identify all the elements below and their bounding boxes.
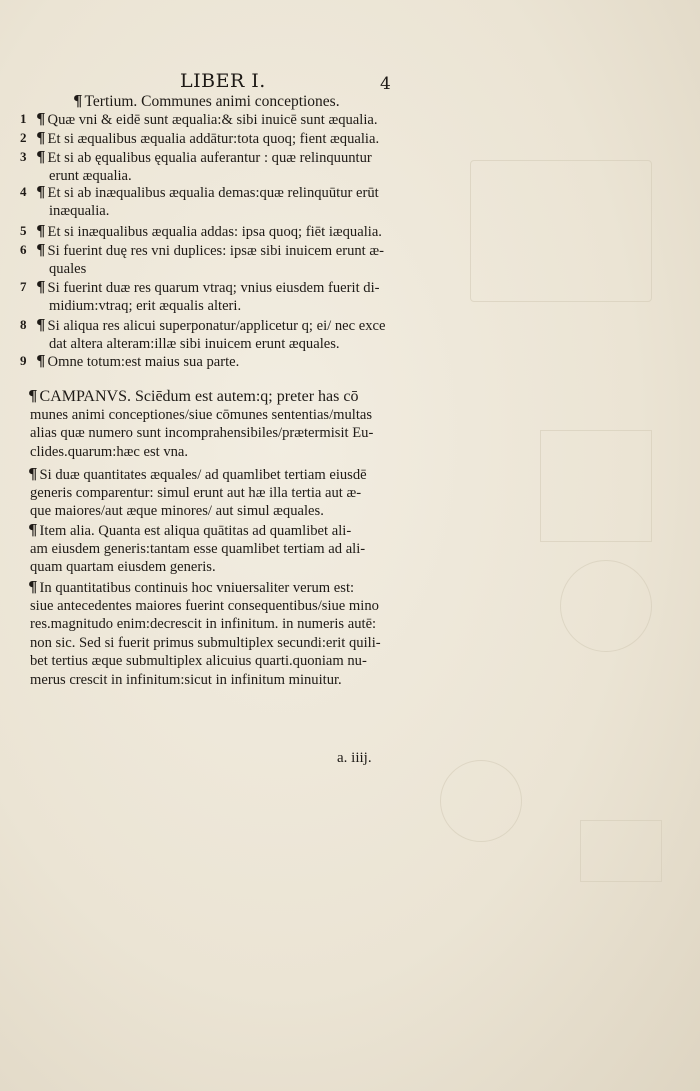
axiom-text: Et si inæqualibus æqualia addas: ipsa quoq; fiēt iæqualia. [47, 224, 382, 240]
axiom-line [49, 335, 340, 353]
axiom-number: 6 [20, 242, 27, 257]
pilcrow-icon: ¶ [36, 110, 46, 128]
axiom-number: 7 [20, 279, 27, 294]
pilcrow-icon: ¶ [36, 183, 46, 201]
show-through-figure [580, 820, 662, 882]
commentary-line [30, 540, 365, 558]
axiom-text: Omne totum:est maius sua parte. [47, 354, 240, 370]
axiom-text: Si aliqua res alicui superponatur/applicetur q; ei/ nec exce [47, 318, 386, 334]
commentary-line [30, 406, 372, 424]
show-through-figure [470, 160, 652, 302]
pilcrow-icon: ¶ [36, 148, 46, 166]
pilcrow-icon: ¶ [28, 465, 38, 483]
pilcrow-icon: ¶ [36, 316, 46, 334]
axiom-line [36, 183, 379, 202]
pilcrow-icon: ¶ [73, 92, 83, 110]
axiom-text: Si fuerint duę res vni duplices: ipsæ sibi inuicem erunt æ- [47, 243, 384, 259]
commentary-line [28, 465, 367, 484]
commentary-line [30, 597, 379, 615]
axiom-line [36, 241, 384, 260]
commentary-line [30, 671, 342, 689]
commentary-text: am eiusdem generis:tantam esse quamlibet tertiam ad ali- [30, 540, 366, 557]
axiom-number: 8 [20, 317, 27, 332]
pilcrow-icon: ¶ [36, 129, 46, 147]
commentary-line [30, 424, 373, 442]
commentary-text: generis comparentur: simul erunt aut hæ illa tertia aut æ- [30, 484, 362, 501]
axiom-text: quales [49, 260, 87, 277]
commentary-line [28, 578, 354, 597]
folio-number: 4 [380, 74, 391, 94]
commentary-text: non sic. Sed si fuerit primus submultiplex secundi:erit quili- [30, 634, 381, 651]
axiom-line [49, 297, 241, 315]
axiom-line [49, 260, 86, 278]
commentary-line [30, 502, 324, 520]
axiom-line [36, 129, 379, 148]
axiom-number: 4 [20, 184, 27, 199]
commentary-text: siue antecedentes maiores fuerint consequentibus/siue mino [30, 597, 379, 614]
axiom-line [36, 110, 378, 129]
pilcrow-icon: ¶ [28, 578, 38, 596]
axiom-line [36, 352, 239, 371]
axiom-text: inæqualia. [49, 202, 110, 219]
axiom-text: dat altera alteram:illæ sibi inuicem erunt æquales. [49, 335, 340, 352]
axiom-line [36, 148, 372, 167]
axiom-number: 3 [20, 149, 27, 164]
show-through-figure [540, 430, 652, 542]
axiom-text: Et si ab inæqualibus æqualia demas:quæ relinquūtur erūt [47, 185, 379, 201]
axiom-line [36, 222, 382, 241]
commentary-line [30, 443, 188, 461]
commentary-line [28, 521, 351, 540]
pilcrow-icon: ¶ [36, 352, 46, 370]
axiom-number: 2 [20, 130, 27, 145]
show-through-figure [560, 560, 652, 652]
show-through-figure [440, 760, 522, 842]
commentary-text: que maiores/aut æque minores/ aut simul æquales. [30, 503, 324, 520]
commentary-text: merus crescit in infinitum:sicut in infinitum minuitur. [30, 672, 342, 688]
axiom-line [36, 278, 380, 297]
section-heading-text: Tertium. Communes animi conceptiones. [84, 93, 340, 110]
commentary-line [30, 615, 376, 633]
pilcrow-icon: ¶ [28, 387, 38, 405]
commentary-line [30, 652, 367, 670]
pilcrow-icon: ¶ [36, 278, 46, 296]
commentary-text: Item alia. Quanta est aliqua quātitas ad quamlibet ali- [39, 523, 352, 539]
axiom-number: 9 [20, 353, 27, 368]
commentary-text: Si duæ quantitates æquales/ ad quamlibet tertiam eiusdē [39, 467, 367, 483]
pilcrow-icon: ¶ [36, 222, 46, 240]
commentary-text: bet tertius æque submultiplex alicuius quarti.quoniam nu- [30, 653, 367, 670]
signature-mark: a. iiij. [337, 750, 372, 766]
pilcrow-icon: ¶ [28, 521, 38, 539]
axiom-line [36, 316, 386, 335]
commentary-line [30, 558, 216, 576]
axiom-text: Quæ vni & eidē sunt æqualia:& sibi inuicē sunt æqualia. [47, 112, 378, 128]
commentary-text: alias quæ numero sunt incomprahensibiles/prætermisit Eu- [30, 425, 374, 442]
commentary-line [30, 484, 361, 502]
axiom-text: Et si ab ęqualibus ęqualia auferantur : quæ relinquuntur [47, 150, 372, 166]
commentary-line [30, 634, 381, 652]
running-title: LIBER I. [180, 70, 266, 92]
commentary-text: munes animi conceptiones/siue cōmunes sententias/multas [30, 406, 373, 423]
axiom-text: erunt æqualia. [49, 167, 132, 184]
axiom-text: Et si æqualibus æqualia addātur:tota quoq; fient æqualia. [47, 131, 380, 147]
axiom-line [49, 202, 109, 220]
axiom-number: 1 [20, 111, 27, 126]
pilcrow-icon: ¶ [36, 241, 46, 259]
axiom-text: midium:vtraq; erit æqualis alteri. [49, 297, 242, 314]
section-heading [73, 92, 340, 111]
commentary-line [28, 387, 358, 406]
axiom-line [49, 167, 132, 185]
commentary-text: In quantitatibus continuis hoc vniuersaliter verum est: [39, 580, 355, 596]
commentary-text: res.magnitudo enim:decrescit in infinitum. in numeris autē: [30, 616, 377, 633]
axiom-number: 5 [20, 223, 27, 238]
axiom-text: Si fuerint duæ res quarum vtraq; vnius eiusdem fuerit di- [47, 280, 380, 296]
commentary-text: CAMPANVS. Sciēdum est autem:q; preter has cō [39, 388, 359, 405]
commentary-text: quam quartam eiusdem generis. [30, 559, 216, 576]
commentary-text: clides.quarum:hæc est vna. [30, 443, 189, 460]
